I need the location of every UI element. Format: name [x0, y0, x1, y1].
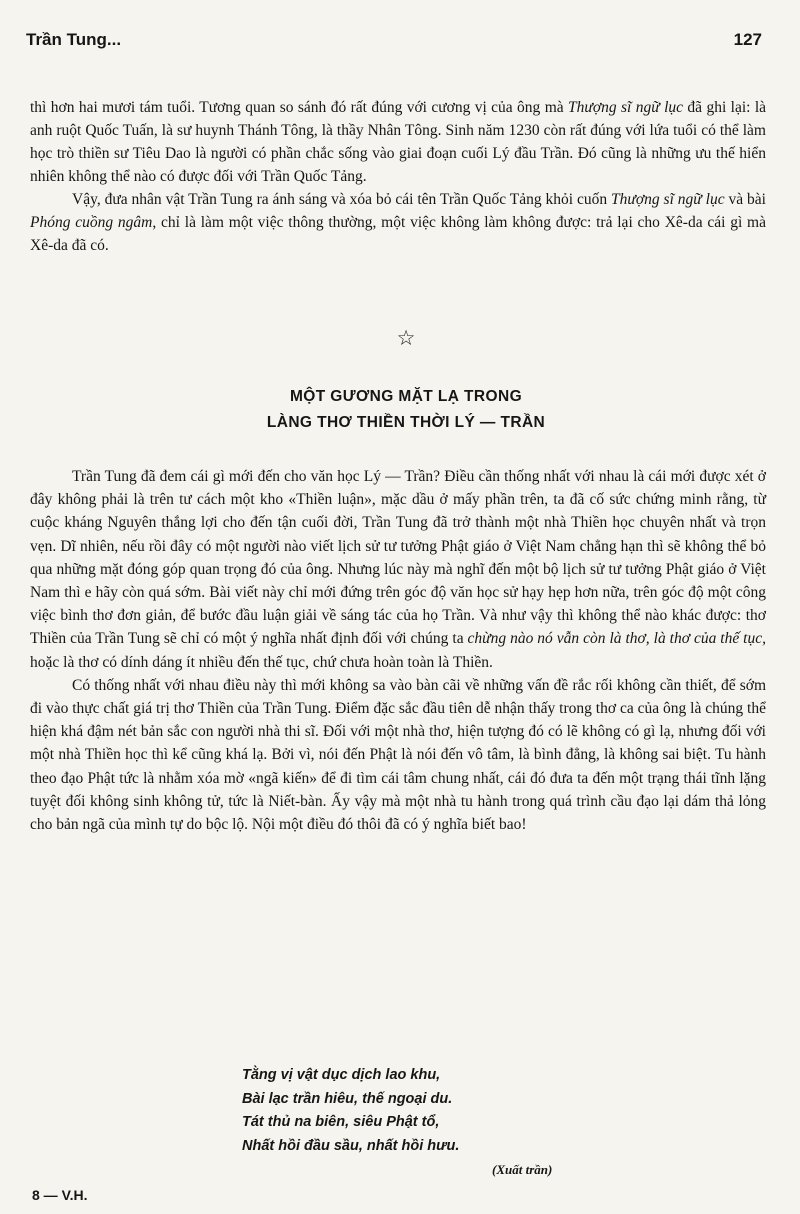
page-number: 127: [733, 30, 762, 49]
poem-source: (Xuất trần): [492, 1162, 553, 1177]
paragraph: [30, 188, 766, 257]
poem-line: Bài lạc trần hiêu, thế ngoại du.: [242, 1090, 453, 1107]
text-run: và bài: [724, 191, 766, 208]
running-head: [26, 30, 762, 50]
paragraph: [30, 465, 766, 674]
text-run: , chỉ là làm một việc thông thường, một việc không làm không được: trả lại cho Xê-da cái gì mà Xê-da đã có.: [30, 214, 766, 254]
section-heading-line-2: LÀNG THƠ THIỀN THỜI LÝ — TRẦN: [266, 414, 546, 431]
section-heading: [0, 384, 800, 436]
text-run: Trần Tung đã đem cái gì mới đến cho văn học Lý — Trần? Điều cần thống nhất với nhau là cái mới được xét ở đây không phải là trên tư cách một kho «Thiền luận», mặc dầu ở mấy phần trên, ta đã cố sức chứng minh rằng, từ cuộc kháng Nguyên thắng lợi cho đến tận cuối đời, Trần Tung đã trở thành một nhà Thiền học chuyên nhất và trọn vẹn. Dĩ nhiên, nếu rồi đây có một người nào viết lịch sử tư tưởng Phật giáo ở Việt Nam chẳng hạn thì sẽ không thể bỏ qua những mặt đóng góp quan trọng đó của ông. Nhưng lúc này mà nghĩ đến một bộ lịch sử tư tưởng Phật giáo ở Việt Nam thì e hãy còn quá sớm. Bài viết này chỉ mới đứng trên góc độ văn học sử hạy hẹp hơn nữa, trên góc độ một công việc bình thơ đơn giản, để bước đầu luận giải về sáng tác của họ Trần. Và như vậy thì không thể nào khác được: thơ Thiền của Trần Tung sẽ chỉ có một ý nghĩa nhất định đối với chúng ta: [30, 468, 766, 648]
poem-line: Tát thủ na biên, siêu Phật tổ,: [242, 1114, 440, 1130]
paragraph: [30, 96, 766, 188]
text-run: Vậy, đưa nhân vật Trần Tung ra ánh sáng và xóa bỏ cái tên Trần Quốc Tảng khỏi cuốn: [72, 191, 612, 208]
main-text: [30, 465, 766, 836]
italic-title: Thượng sĩ ngữ lục: [568, 99, 684, 116]
text-run: thì hơn hai mươi tám tuổi. Tương quan so sánh đó rất đúng với cương vị của ông mà: [30, 99, 569, 116]
paragraph: [30, 674, 766, 836]
text-run: Có thống nhất với nhau điều này thì mới không sa vào bàn cãi về những vấn đề rắc rối không cần thiết, để sớm đi vào thực chất giá trị thơ Thiền của Trần Tung. Điểm đặc sắc đầu tiên dễ nhận thấy trong thơ ca của ông là chúng thể hiện khá đậm nét bản sắc con người nhà thi sĩ. Đối với một nhà thơ, hiện tượng đó có lẽ không có gì lạ, nhưng đối với một nhà Thiền học thì kể cũng khá lạ. Bởi vì, nói đến Phật là nói đến vô tâm, là bình đẳng, là không sai biệt. Tu hành theo đạo Phật tức là nhằm xóa mờ «ngã kiến» để đi tìm cái tâm chung nhất, cái đó đưa ta đến một trạng thái tĩnh lặng tuyệt đối không sinh không tử, tức là Niết-bàn. Ấy vậy mà một nhà tu hành trong quá trình cầu đạo lại dám thả lỏng cho bản ngã của mình tự do bộc lộ. Nội một điều đó thôi đã có ý nghĩa biết bao!: [30, 676, 766, 834]
running-title: Trần Tung...: [26, 30, 122, 49]
signature-mark: 8 — V.H.: [32, 1187, 88, 1203]
italic-title: Thượng sĩ ngữ lục: [611, 191, 725, 208]
italic-title: chừng nào nó vẫn còn là thơ, là thơ của thế tục,: [467, 630, 766, 648]
poem-line: Nhất hồi đầu sầu, nhất hồi hưu.: [242, 1137, 460, 1154]
intro-text: [30, 96, 766, 257]
section-heading-line-1: MỘT GƯƠNG MẶT LẠ TRONG: [289, 388, 523, 405]
text-run: hoặc là thơ có dính dáng ít nhiều đến thế tục, chứ chưa hoàn toàn là Thiền.: [30, 653, 493, 671]
poem: [242, 1064, 459, 1158]
text-run: đã ghi lại: là anh ruột Quốc Tuấn, là sư huynh Thánh Tông, là thầy Nhân Tông. Sinh năm 1230 còn rất đúng với lứa tuổi có thể làm học trò thiền sư Tiêu Dao là người có phần chắc sống vào giai đoạn cuối Lý đầu Trần. Đó cũng là những ưu thế hiển nhiên không thể nào có được đối với Trần Quốc Tảng.: [30, 99, 767, 185]
separator-star-icon: ☆: [396, 326, 416, 350]
italic-title: Phóng cuồng ngâm: [30, 214, 153, 231]
poem-line: Tằng vị vật dục dịch lao khu,: [242, 1067, 441, 1083]
